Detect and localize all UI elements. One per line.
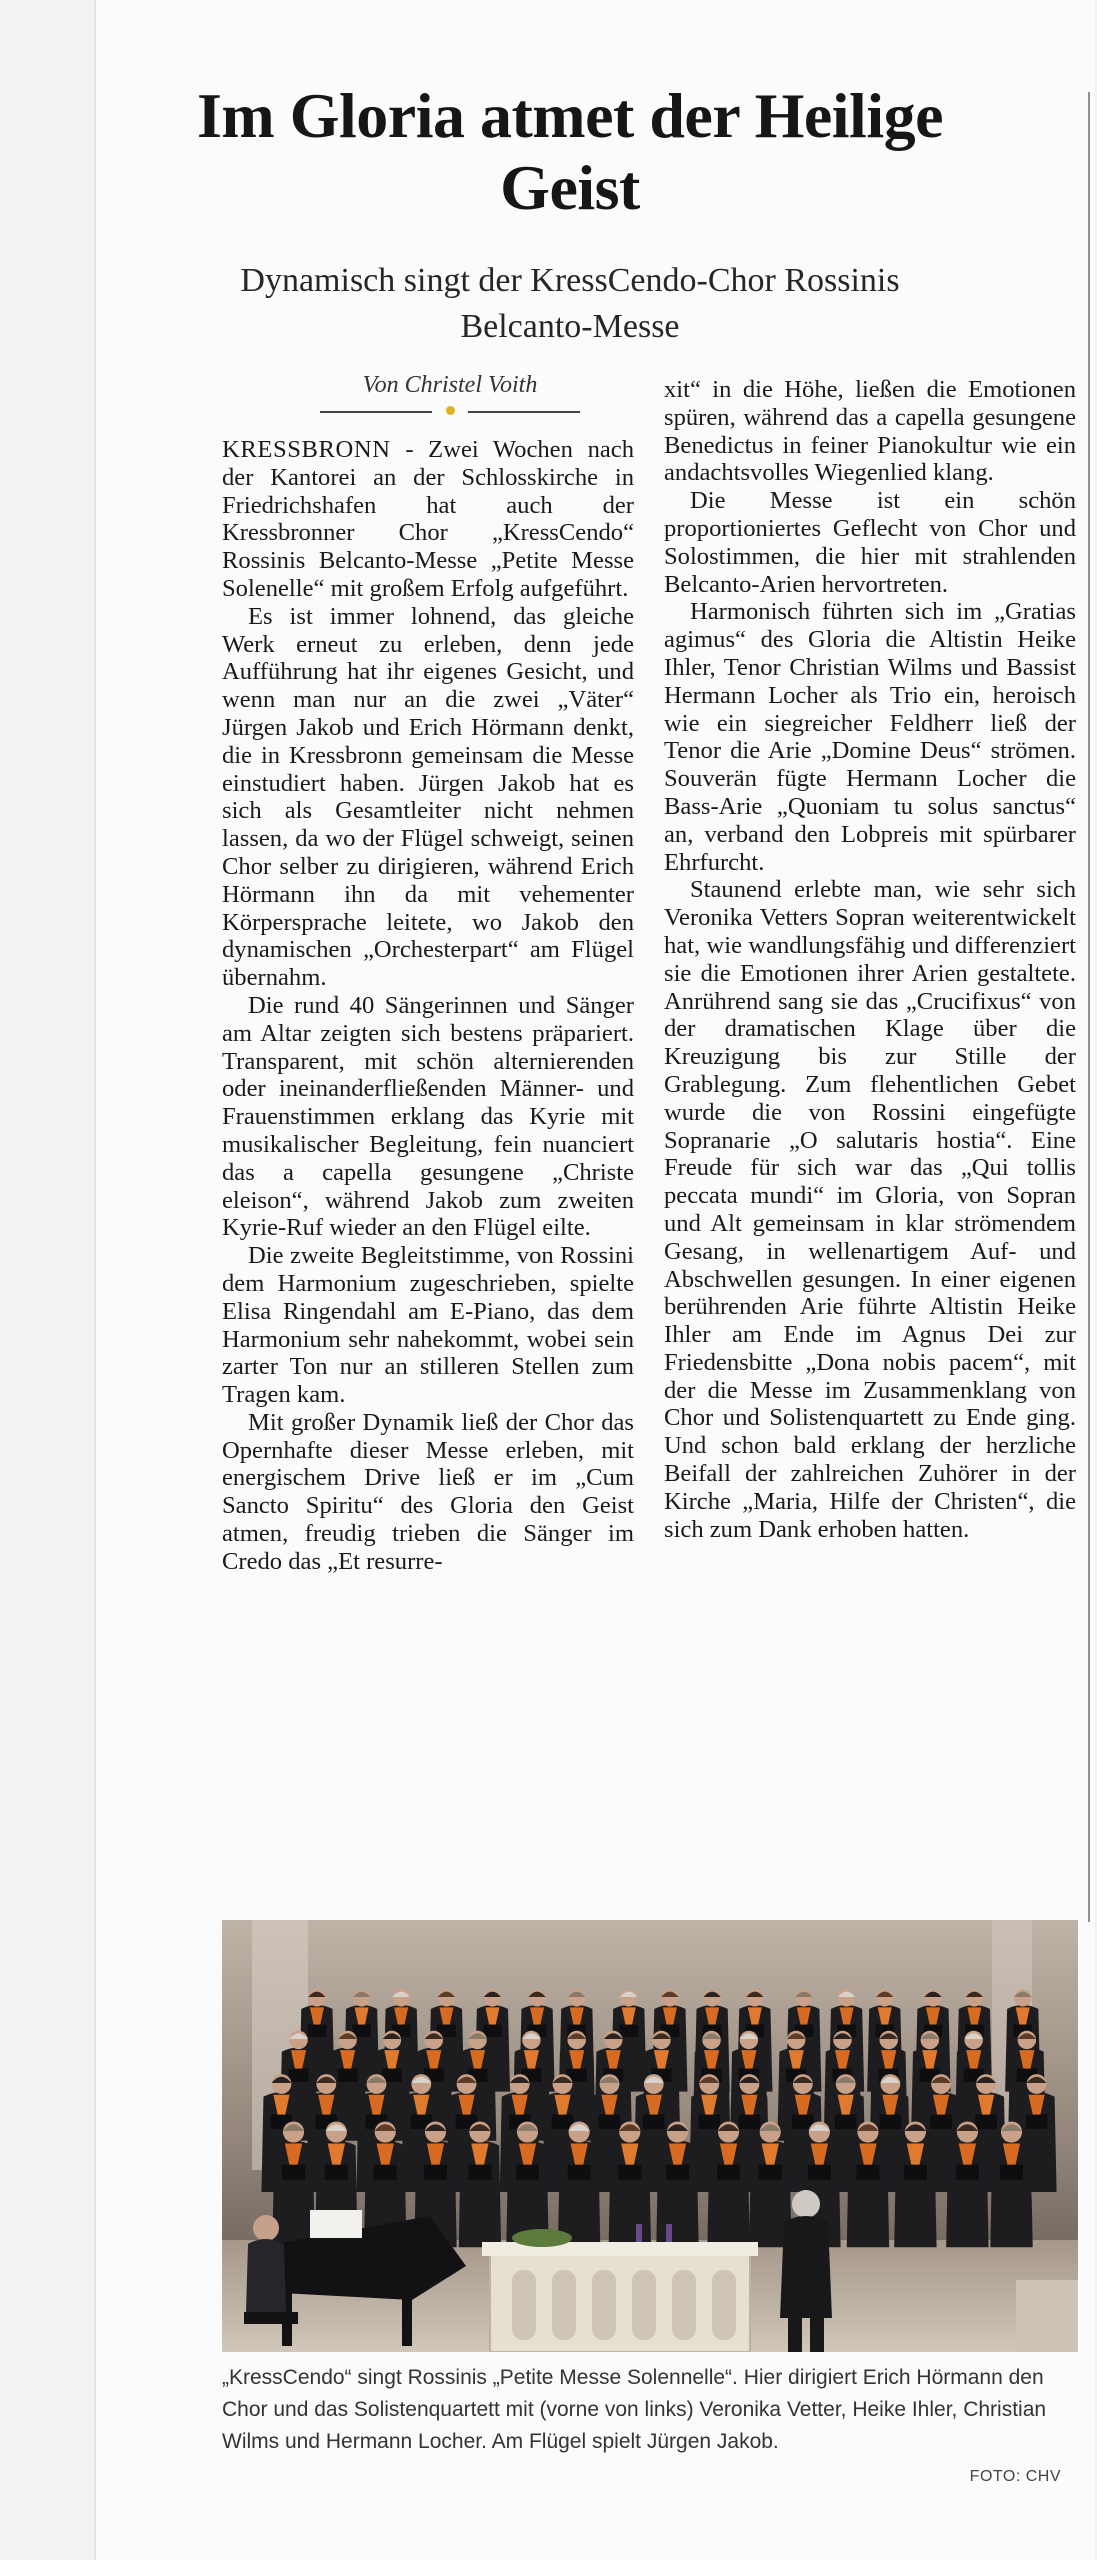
photo-credit: FOTO: CHV [969, 2468, 1061, 2485]
photo-caption: „KressCendo“ singt Rossinis „Petite Messe Solennelle“. Hier dirigiert Erich Hörmann den Chor und das Solistenquartett mit (vorne von links) Veronika Vetter, Heike Ihler, Christian Wilms und Hermann Locher. Am Flügel spielt Jürgen Jakob. [222, 2366, 1047, 2453]
paragraph-5-part-2: xit“ in die Höhe, ließen die Emotionen spüren, während das a capella gesungene Benedictus in feiner Pianokultur wie ein andachtsvolles Wiegenlied klang. [664, 376, 1076, 487]
paragraph-5-part-1: Mit großer Dynamik ließ der Chor das Opernhafte dieser Messe erleben, mit energischem Drive ließ er im „Cum Sancto Spiritu“ des Gloria den Geist atmen, freudig trieben die Sänger im Credo das „Et resurre- [222, 1408, 634, 1575]
article-column-left [222, 436, 634, 1576]
paragraph-1-text: - Zwei Wochen nach der Kantorei an der Schlosskirche in Friedrichshafen hat auch der Kressbronner Chor „KressCendo“ Rossinis Belcanto-Messe „Petite Messe Solenelle“ mit großem Erfolg aufgeführt. [222, 436, 634, 602]
paragraph-2: Es ist immer lohnend, das gleiche Werk erneut zu erleben, denn jede Aufführung hat ihr eigenes Gesicht, und wenn man nur an die zwei „Väter“ Jürgen Jakob und Erich Hörmann denkt, die in Kressbronn gemeinsam die Messe einstudiert haben. Jürgen Jakob hat es sich als Gesamtleiter nicht nehmen lassen, da wo der Flügel schweigt, seinen Chor selber zu dirigieren, während Erich Hörmann ihn da mit vehementer Körpersprache leitete, wo Jakob den dynamischen „Orchesterpart“ am Flügel übernahm. [222, 602, 634, 992]
paragraph-8: Staunend erlebte man, wie sehr sich Veronika Vetters Sopran weiterentwickelt hat, wie wandlungsfähig und differenziert sie die Emotionen ihrer Arien gestaltete. Anrührend sang sie das „Crucifixus“ von der dramatischen Klage über die Kreuzigung bis zur Stille der Grablegung. Zum flehentlichen Gebet wurde die von Rossini eingefügte Sopranarie „O salutaris hostia“. Eine Freude für sich war das „Qui tollis peccata mundi“ im Gloria, von Sopran und Alt gemeinsam in klar strömendem Gesang, in wellenartigem Auf- und Abschwellen gesungen. In einer eigenen berührenden Arie führte Altistin Heike Ihler am Ende im Agnus Dei zur Friedensbitte „Dona nobis pacem“, mit der die Messe im Zusammenklang von Chor und Solistenquartett zu Ende ging. Und schon bald erklang der herzliche Beifall der zahlreichen Zuhörer in der Kirche „Maria, Hilfe der Christen“, die sich zum Dank erhoben hatten. [664, 876, 1076, 1543]
paragraph-1 [222, 436, 634, 603]
altar [482, 2224, 758, 2352]
paragraph-5-split-end: freudig trieben die Sänger im Credo das „Et resurre- [222, 1520, 634, 1575]
choir-photo-illustration [222, 1920, 1078, 2352]
subheadline: Dynamisch singt der KressCendo-Chor Rossinis Belcanto-Messe [240, 262, 900, 345]
byline-rule [320, 404, 580, 418]
baptismal-font [1016, 2280, 1078, 2352]
paragraph-4: Die zweite Begleitstimme, von Rossini dem Harmonium zugeschrieben, spielte Elisa Ringendahl am E-Piano, das dem Harmonium sehr nahekommt, wobei sein zarter Ton nur an stilleren Stellen zum Tragen kam. [222, 1242, 634, 1409]
headline: Im Gloria atmet der Heilige Geist [197, 80, 943, 223]
article-column-right [664, 376, 1076, 1543]
byline-block [320, 370, 580, 418]
dateline: KRESSBRONN [222, 436, 391, 463]
column-rule [1088, 92, 1090, 1922]
paragraph-6: Die Messe ist ein schön proportioniertes Geflecht von Chor und Solostimmen, die hier mit strahlenden Belcanto-Arien hervortreten. [664, 487, 1076, 598]
paragraph-3: Die rund 40 Sängerinnen und Sänger am Altar zeigten sich bestens präpariert. Transparent, mit schön alternierenden oder ineinanderfließenden Männer- und Frauenstimmen erklang das Kyrie mit musikalischer Begleitung, fein nuanciert das a capella gesungene „Christe eleison“, während Jakob zum zweiten Kyrie-Ruf wieder an den Flügel eilte. [222, 991, 634, 1242]
paragraph-7: Harmonisch führten sich im „Gratias agimus“ des Gloria die Altistin Heike Ihler, Tenor Christian Wilms und Bassist Hermann Locher als Trio ein, heroisch wie ein siegreicher Feldherr ließ der Tenor die Arie „Domine Deus“ strömen. Souverän fügte Hermann Locher die Bass-Arie „Quoniam tu solus sanctus“ an, verband den Lobpreis mit spürbarer Ehrfurcht. [664, 598, 1076, 876]
byline-dot-icon [446, 406, 455, 415]
byline: Von Christel Voith [362, 372, 538, 398]
choir-photo [222, 1920, 1078, 2352]
